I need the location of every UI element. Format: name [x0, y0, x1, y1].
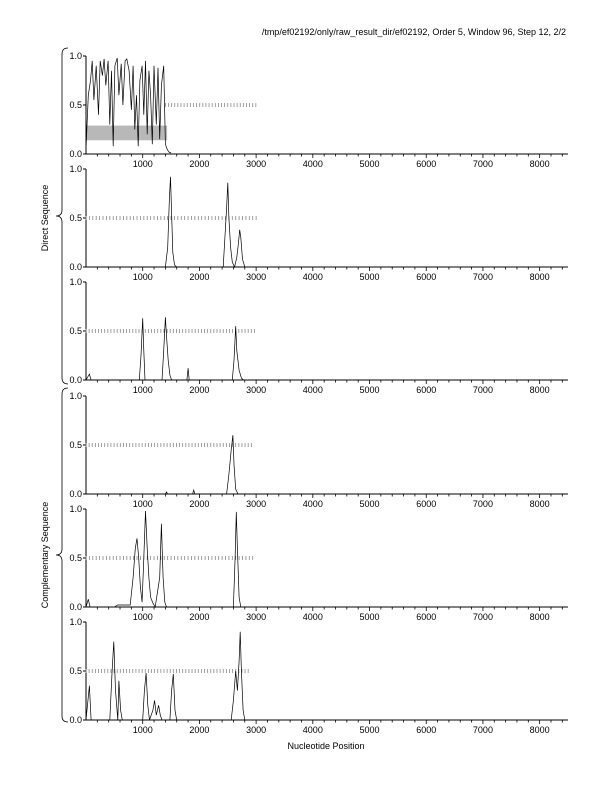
x-tick-label: 1000 — [132, 499, 153, 509]
direct-sequence-bracket — [56, 48, 68, 384]
x-tick-label: 1000 — [132, 272, 153, 282]
complementary-sequence-bracket — [56, 388, 68, 722]
x-tick-label: 6000 — [416, 499, 437, 509]
y-tick-label: 0.0 — [69, 149, 82, 159]
complementary-sequence-label: Complementary Sequence — [40, 501, 50, 609]
coding-probability-line — [86, 177, 568, 267]
x-tick-label: 6000 — [416, 725, 437, 735]
x-tick-label: 3000 — [246, 725, 267, 735]
gene-region-box — [86, 126, 167, 141]
x-tick-label: 1000 — [132, 612, 153, 622]
x-tick-label: 5000 — [359, 272, 380, 282]
x-tick-label: 6000 — [416, 272, 437, 282]
group-brackets — [56, 48, 68, 722]
y-tick-label: 0.5 — [69, 666, 82, 676]
panel-2 — [69, 164, 568, 282]
coding-probability-line — [86, 435, 568, 494]
y-tick-label: 1.0 — [69, 277, 82, 287]
y-tick-label: 0.0 — [69, 715, 82, 725]
coding-probability-line — [86, 511, 568, 607]
x-tick-label: 2000 — [189, 385, 210, 395]
y-tick-label: 0.5 — [69, 440, 82, 450]
y-tick-label: 1.0 — [69, 504, 82, 514]
y-tick-label: 0.5 — [69, 100, 82, 110]
panel-3 — [69, 277, 568, 395]
x-tick-label: 7000 — [472, 159, 493, 169]
x-tick-label: 1000 — [132, 385, 153, 395]
x-tick-label: 4000 — [302, 272, 323, 282]
x-tick-label: 2000 — [189, 159, 210, 169]
x-tick-label: 3000 — [246, 385, 267, 395]
x-tick-label: 8000 — [529, 725, 550, 735]
coding-probability-line — [86, 632, 568, 720]
y-tick-label: 1.0 — [69, 51, 82, 61]
x-tick-label: 8000 — [529, 385, 550, 395]
x-axis-label: Nucleotide Position — [287, 741, 365, 751]
coding-probability-line — [86, 317, 568, 380]
y-tick-label: 1.0 — [69, 391, 82, 401]
x-tick-label: 6000 — [416, 385, 437, 395]
y-tick-label: 0.0 — [69, 262, 82, 272]
x-tick-label: 5000 — [359, 159, 380, 169]
x-tick-label: 7000 — [472, 385, 493, 395]
y-tick-label: 0.0 — [69, 602, 82, 612]
panel-4 — [69, 391, 568, 509]
x-tick-label: 2000 — [189, 612, 210, 622]
x-tick-label: 3000 — [246, 159, 267, 169]
x-tick-label: 4000 — [302, 725, 323, 735]
y-tick-label: 0.5 — [69, 553, 82, 563]
direct-sequence-label: Direct Sequence — [40, 184, 50, 252]
panel-6 — [69, 617, 568, 735]
x-tick-label: 1000 — [132, 725, 153, 735]
x-tick-label: 5000 — [359, 499, 380, 509]
x-tick-label: 6000 — [416, 612, 437, 622]
panels — [69, 51, 568, 735]
x-tick-label: 7000 — [472, 612, 493, 622]
x-tick-label: 5000 — [359, 612, 380, 622]
panel-1 — [69, 51, 568, 169]
x-tick-label: 2000 — [189, 499, 210, 509]
x-tick-label: 1000 — [132, 159, 153, 169]
x-tick-label: 6000 — [416, 159, 437, 169]
x-tick-label: 4000 — [302, 159, 323, 169]
y-tick-label: 1.0 — [69, 164, 82, 174]
x-tick-label: 4000 — [302, 612, 323, 622]
x-tick-label: 7000 — [472, 272, 493, 282]
x-tick-label: 4000 — [302, 385, 323, 395]
x-tick-label: 7000 — [472, 725, 493, 735]
x-tick-label: 8000 — [529, 159, 550, 169]
x-tick-label: 3000 — [246, 612, 267, 622]
x-tick-label: 3000 — [246, 272, 267, 282]
x-tick-label: 5000 — [359, 385, 380, 395]
panel-5 — [69, 504, 568, 622]
x-tick-label: 8000 — [529, 612, 550, 622]
x-tick-label: 3000 — [246, 499, 267, 509]
x-tick-label: 4000 — [302, 499, 323, 509]
y-tick-label: 0.0 — [69, 489, 82, 499]
x-tick-label: 2000 — [189, 725, 210, 735]
y-tick-label: 0.5 — [69, 326, 82, 336]
figure-title: /tmp/ef02192/only/raw_result_dir/ef02192, Order 5, Window 96, Step 12, 2/2 — [261, 27, 566, 37]
x-tick-label: 8000 — [529, 272, 550, 282]
x-tick-label: 8000 — [529, 499, 550, 509]
x-tick-label: 7000 — [472, 499, 493, 509]
y-tick-label: 0.5 — [69, 213, 82, 223]
y-tick-label: 1.0 — [69, 617, 82, 627]
y-tick-label: 0.0 — [69, 375, 82, 385]
x-tick-label: 2000 — [189, 272, 210, 282]
x-tick-label: 5000 — [359, 725, 380, 735]
